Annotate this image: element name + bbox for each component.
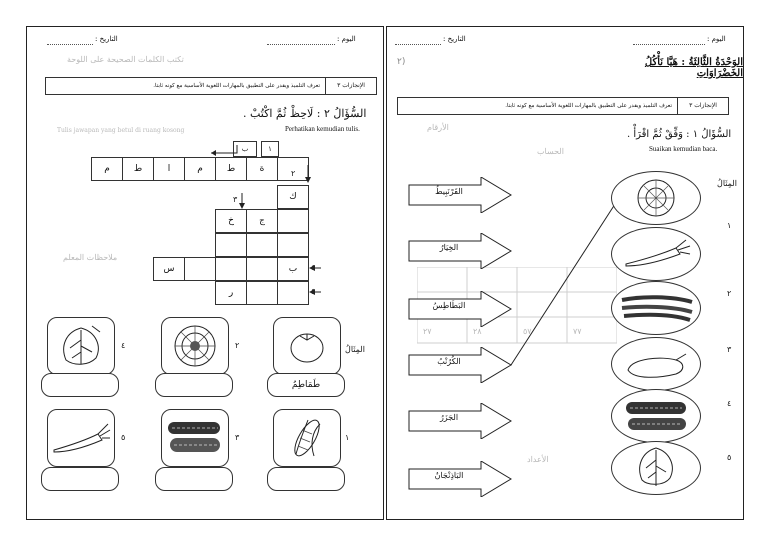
crossword-cell[interactable] bbox=[246, 281, 278, 305]
carrot-picture-card bbox=[47, 409, 115, 467]
item-number: ٤ bbox=[727, 399, 732, 408]
achievement-label: الإنجازات ٣ bbox=[325, 78, 376, 94]
word-arrow[interactable] bbox=[407, 291, 513, 327]
tomato-picture-card bbox=[273, 317, 341, 375]
cucumber-icon bbox=[612, 390, 700, 442]
crossword-number: ٢ bbox=[291, 169, 296, 178]
cauliflower-icon bbox=[612, 172, 700, 224]
achievement-box bbox=[45, 77, 377, 95]
word-arrow[interactable] bbox=[407, 233, 513, 269]
crossword-cell[interactable]: ك bbox=[277, 185, 309, 209]
crossword-cell[interactable]: ج bbox=[246, 209, 278, 233]
word-label: القَرْنَبِيطُ bbox=[435, 187, 463, 196]
arrow-icon bbox=[309, 263, 323, 273]
item-number: ٥ bbox=[727, 453, 732, 462]
answer-box[interactable] bbox=[155, 373, 233, 397]
arrow-icon bbox=[237, 193, 247, 211]
answer-box[interactable] bbox=[267, 467, 345, 491]
word-label: الخِيَارُ bbox=[439, 243, 459, 252]
cabbage-picture-card bbox=[161, 317, 229, 375]
crossword-number: ١ bbox=[261, 141, 279, 157]
crossword-cell[interactable] bbox=[246, 257, 278, 281]
crossword-cell[interactable] bbox=[184, 257, 216, 281]
item-number: ٣ bbox=[235, 433, 240, 442]
lettuce-picture-card bbox=[47, 317, 115, 375]
crossword-cell[interactable]: ا bbox=[153, 157, 185, 181]
day-label: اليوم : bbox=[337, 35, 356, 43]
answer-box[interactable] bbox=[41, 467, 119, 491]
scan-noise: تكتب الكلمات الصحيحة على اللوحة bbox=[67, 55, 184, 64]
crossword-cell[interactable] bbox=[246, 233, 278, 257]
crossword-cell[interactable]: ب bbox=[277, 257, 309, 281]
crossword-cell[interactable] bbox=[277, 209, 309, 233]
item-number: ٥ bbox=[121, 433, 126, 442]
day-line bbox=[267, 43, 335, 45]
cucumber-picture-card bbox=[161, 409, 229, 467]
word-arrow[interactable] bbox=[407, 177, 513, 213]
crossword-cell[interactable] bbox=[215, 233, 247, 257]
date-line bbox=[395, 43, 441, 45]
instruction-text: Suaikan kemudian baca. bbox=[649, 145, 718, 153]
answer-box[interactable] bbox=[155, 467, 233, 491]
item-number: ٣ bbox=[727, 345, 732, 354]
lettuce-icon bbox=[612, 442, 700, 494]
day-label: اليوم : bbox=[707, 35, 726, 43]
crossword-cell[interactable]: س bbox=[153, 257, 185, 281]
item-number: ٢ bbox=[727, 289, 732, 298]
word-arrow[interactable] bbox=[407, 403, 513, 439]
cucumber-picture[interactable] bbox=[611, 389, 701, 443]
carrot-icon bbox=[612, 228, 700, 280]
cucumber-icon bbox=[162, 410, 228, 466]
question-title: السُّؤَالُ ٢ : لَاحِظْ ثُمَّ اكْتُبْ . bbox=[243, 107, 367, 120]
item-number: ١ bbox=[727, 221, 732, 230]
scan-noise: الأرقام bbox=[427, 123, 449, 132]
example-label: المِثَالُ bbox=[345, 345, 365, 354]
scan-noise: ملاحظات المعلم bbox=[63, 253, 118, 262]
example-answer-box: طَمَاطِمُ bbox=[267, 373, 345, 397]
word-label: البَاذِنْجَانُ bbox=[434, 471, 464, 480]
scan-number: ٢٧ bbox=[423, 327, 432, 336]
arrow-icon bbox=[309, 287, 323, 297]
achievement-box bbox=[397, 97, 729, 115]
word-label: الجَزَرُ bbox=[439, 413, 459, 422]
crossword-cell[interactable]: م bbox=[184, 157, 216, 181]
day-line bbox=[633, 43, 705, 45]
scan-noise: الأعداد bbox=[527, 455, 549, 464]
word-arrow[interactable] bbox=[407, 347, 513, 383]
scan-number: ٢٨ bbox=[473, 327, 482, 336]
achievement-label: الإنجازات ٣ bbox=[677, 98, 728, 114]
crossword-cell[interactable]: م bbox=[91, 157, 123, 181]
eggplant-picture[interactable] bbox=[611, 337, 701, 391]
page-mark: ٢) bbox=[397, 57, 406, 67]
crossword-cell[interactable]: ر bbox=[215, 281, 247, 305]
scan-number: ٥٧ bbox=[523, 327, 532, 336]
lettuce-picture[interactable] bbox=[611, 441, 701, 495]
arrow-icon bbox=[303, 165, 313, 185]
corn-picture-card bbox=[273, 409, 341, 467]
scan-number: ٧٧ bbox=[573, 327, 582, 336]
crossword-cell[interactable]: ط bbox=[122, 157, 154, 181]
crossword-clue-cell[interactable]: ب bbox=[233, 141, 257, 157]
crossword-number: ٣ bbox=[233, 195, 238, 204]
word-label: البَطَاطِسُ bbox=[432, 301, 466, 310]
crossword-cell[interactable] bbox=[277, 233, 309, 257]
cabbage-icon bbox=[162, 318, 228, 374]
word-arrow[interactable] bbox=[407, 461, 513, 497]
tomato-icon bbox=[274, 318, 340, 374]
crossword-cell[interactable]: ط bbox=[215, 157, 247, 181]
date-label: التاريخ : bbox=[95, 35, 118, 43]
carrot-picture[interactable] bbox=[611, 227, 701, 281]
instruction-text: Perhatikan kemudian tulis. bbox=[285, 125, 360, 133]
date-label: التاريخ : bbox=[443, 35, 466, 43]
carrot-icon bbox=[48, 410, 114, 466]
question-title: السُّؤَالُ ١ : وَفِّقْ ثُمَّ اقْرَأْ . bbox=[627, 129, 732, 140]
unit-title: الوَحْدَةُ الثَّالِثَةُ : هَيَّا نَأْكُلُ الخَضْرَاوَاتِ bbox=[644, 57, 743, 79]
word-label: الكُرُنْبُ bbox=[437, 357, 461, 366]
worksheet-page-right bbox=[386, 26, 744, 520]
achievement-text: تعرف التلميذ ويقدر على التطبيق بالمهارات اللغوية الأساسية مع كونه ثابتا. bbox=[505, 103, 672, 109]
achievement-text: تعرف التلميذ ويقدر على التطبيق بالمهارات اللغوية الأساسية مع كونه ثابتا. bbox=[153, 83, 320, 89]
crossword-cell[interactable]: خ bbox=[215, 209, 247, 233]
answer-box[interactable] bbox=[41, 373, 119, 397]
example-label: المِثَالُ bbox=[717, 179, 737, 188]
crossword-cell[interactable]: ة bbox=[246, 157, 278, 181]
long-bean-picture[interactable] bbox=[611, 281, 701, 335]
date-line bbox=[47, 43, 93, 45]
worksheet-page-left bbox=[26, 26, 384, 520]
long-bean-icon bbox=[612, 282, 700, 334]
corn-icon bbox=[274, 410, 340, 466]
arrow-icon bbox=[207, 143, 241, 161]
cauliflower-picture[interactable] bbox=[611, 171, 701, 225]
example-match-line bbox=[507, 197, 627, 367]
item-number: ١ bbox=[345, 433, 350, 442]
crossword-cell[interactable] bbox=[277, 281, 309, 305]
crossword-cell[interactable] bbox=[215, 257, 247, 281]
item-number: ٢ bbox=[235, 341, 240, 350]
eggplant-icon bbox=[612, 338, 700, 390]
scan-noise: Tulis jawapan yang betul di ruang kosong bbox=[57, 127, 185, 134]
lettuce-icon bbox=[48, 318, 114, 374]
item-number: ٤ bbox=[121, 341, 126, 350]
scan-noise: الحساب bbox=[537, 147, 564, 156]
